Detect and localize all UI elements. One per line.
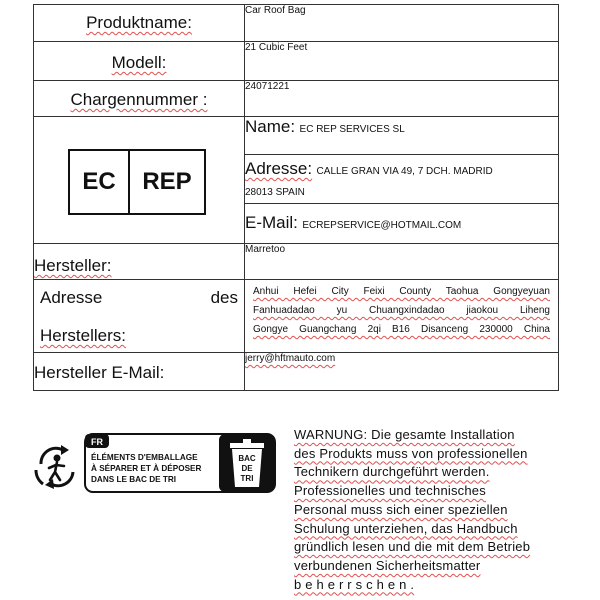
triman-country-code: FR [91,437,103,447]
row-manufacturer-email [34,353,559,391]
manufacturer-address-value [245,280,558,339]
triman-graphic [33,428,278,495]
warning-line-1: WARNUNG: Die gesamte Installation [294,427,515,442]
product-name-value: Car Roof Bag [245,5,306,16]
triman-line3: DANS LE BAC DE TRI [91,475,177,484]
bin-text-2: DE [241,464,253,473]
row-model [34,42,559,81]
ec-rep-address-label: Adresse: [245,159,313,178]
warning-text [294,426,570,594]
manufacturer-value: Marretoo [245,244,286,255]
ec-rep-logo [68,149,206,215]
manufacturer-address-label-word3: Herstellers: [40,326,126,345]
row-batch [34,81,559,117]
triman-line2: À SÉPARER ET À DÉPOSER [91,464,202,473]
manufacturer-email-label: Hersteller E-Mail: [34,363,165,382]
manufacturer-label: Hersteller: [34,256,112,275]
manufacturer-address-label-word1: Adresse [40,288,103,307]
sorting-bin-icon [230,439,264,487]
product-name-label: Produktname: [86,13,192,32]
manufacturer-address-line1: Anhui Hefei City Feixi County Taohua Gongyeyuan [253,286,550,297]
warning-line-7: gründlich lesen und die mit dem Betrieb [294,539,531,555]
ec-rep-address-line1: CALLE GRAN VIA 49, 7 DCH. MADRID [316,166,493,177]
manufacturer-address-label [34,280,244,352]
ec-rep-name-label: Name: [245,117,296,136]
ec-rep-email-label: E-Mail: [245,213,298,232]
bin-text-1: BAC [238,454,256,463]
triman-line1: ÉLÉMENTS D'EMBALLAGE [91,453,198,462]
warning-line-4: Professionelles und technisches [294,483,486,499]
bin-text-3: TRI [240,474,254,483]
ec-rep-logo-ec: EC [70,151,130,213]
manufacturer-address-label-word2: des [210,288,238,307]
warning-line-5: Personal muss sich einer speziellen [294,501,508,517]
ec-rep-logo-rep: REP [142,168,192,195]
batch-label: Chargennummer : [70,90,208,109]
triman-recycling-label [33,428,278,495]
ec-rep-address-line2: 28013 SPAIN [245,187,305,198]
manufacturer-address-line3: Gongye Guangchang 2qi B16 Disanceng 230000 China [253,324,550,335]
warning-line-2: des Produkts muss von professionellen [294,445,528,461]
warning-line-6: Schulung unterziehen, das Handbuch [294,520,518,536]
manufacturer-email-value: jerry@hftmauto.com [245,353,336,364]
product-info-table [33,4,559,391]
row-ec-rep-name [34,117,559,155]
row-manufacturer [34,244,559,280]
ec-rep-name-value: EC REP SERVICES SL [299,124,405,135]
model-value: 21 Cubic Feet [245,42,308,53]
row-product-name [34,5,559,42]
model-label: Modell: [111,53,167,72]
batch-value: 24071221 [245,81,290,92]
row-manufacturer-address [34,280,559,353]
warning-line-9: b e h e r r s c h e n . [294,576,415,592]
ec-rep-email-value: ECREPSERVICE@HOTMAIL.COM [302,220,462,231]
ec-rep-logo-cell [34,117,245,244]
warning-line-3: Technikern durchgeführt werden. [294,464,490,480]
triman-figure-icon [36,445,73,489]
manufacturer-address-line2: Fanhuadadao yu Chuangxindadao jiaokou Liheng [253,305,550,316]
warning-line-8: verbundenen Sicherheitsmatter [294,557,481,573]
